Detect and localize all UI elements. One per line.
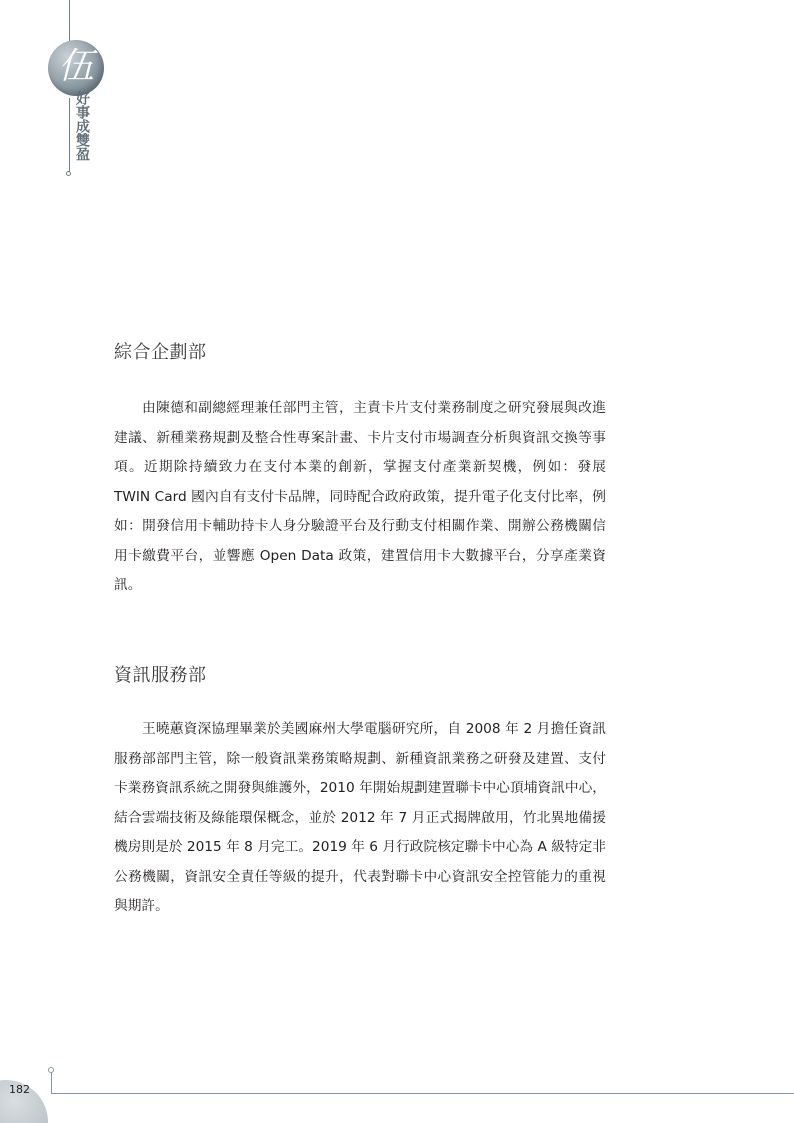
chapter-badge-glyph: 伍 (57, 46, 94, 87)
section-heading-it-services: 資訊服務部 (114, 665, 207, 686)
footer-line (52, 1093, 794, 1094)
section-body-it-services: 王曉蕙資深協理畢業於美國麻州大學電腦研究所，自 2008 年 2 月擔任資訊服務部部門主管，除一般資訊業務策略規劃、新種資訊業務之研發及建置、支付卡業務資訊系統之開發與維護外，2010 年開始規劃建置聯卡中心頂埔資訊中心，結合雲端技術及綠能環保概念，並於 2012 年 7 月正式揭牌啟用，竹北異地備援機房則是於 2015 年 8 月完工。2019 年 6 月行政院核定聯卡中心為 A 級特定非公務機關，資訊安全責任等級的提升，代表對聯卡中心資訊安全控管能力的重視與期許。 (114, 721, 606, 914)
chapter-title: 好事成雙盈 (74, 91, 90, 161)
chapter-line-bottom (69, 98, 70, 172)
section-body-planning: 由陳德和副總經理兼任部門主管，主責卡片支付業務制度之研究發展與改進建議、新種業務規劃及整合性專案計畫、卡片支付市場調查分析與資訊交換等事項。近期除持續致力在支付本業的創新，掌握支付產業新契機，例如：發展 TWIN Card 國內自有支付卡品牌，同時配合政府政策，提升電子化支付比率，例如：開發信用卡輔助持卡人身分驗證平台及行動支付相關作業、開辦公務機關信用卡繳費平台，並響應 Open Data 政策，建置信用卡大數據平台，分享產業資訊。 (114, 400, 606, 593)
footer-dot (48, 1067, 54, 1073)
chapter-badge (48, 40, 104, 96)
page-number: 182 (9, 1083, 30, 1096)
chapter-line-top (69, 0, 70, 44)
footer-vertical-line (51, 1072, 52, 1094)
section-heading-planning: 綜合企劃部 (114, 342, 207, 363)
chapter-end-dot (66, 171, 71, 176)
